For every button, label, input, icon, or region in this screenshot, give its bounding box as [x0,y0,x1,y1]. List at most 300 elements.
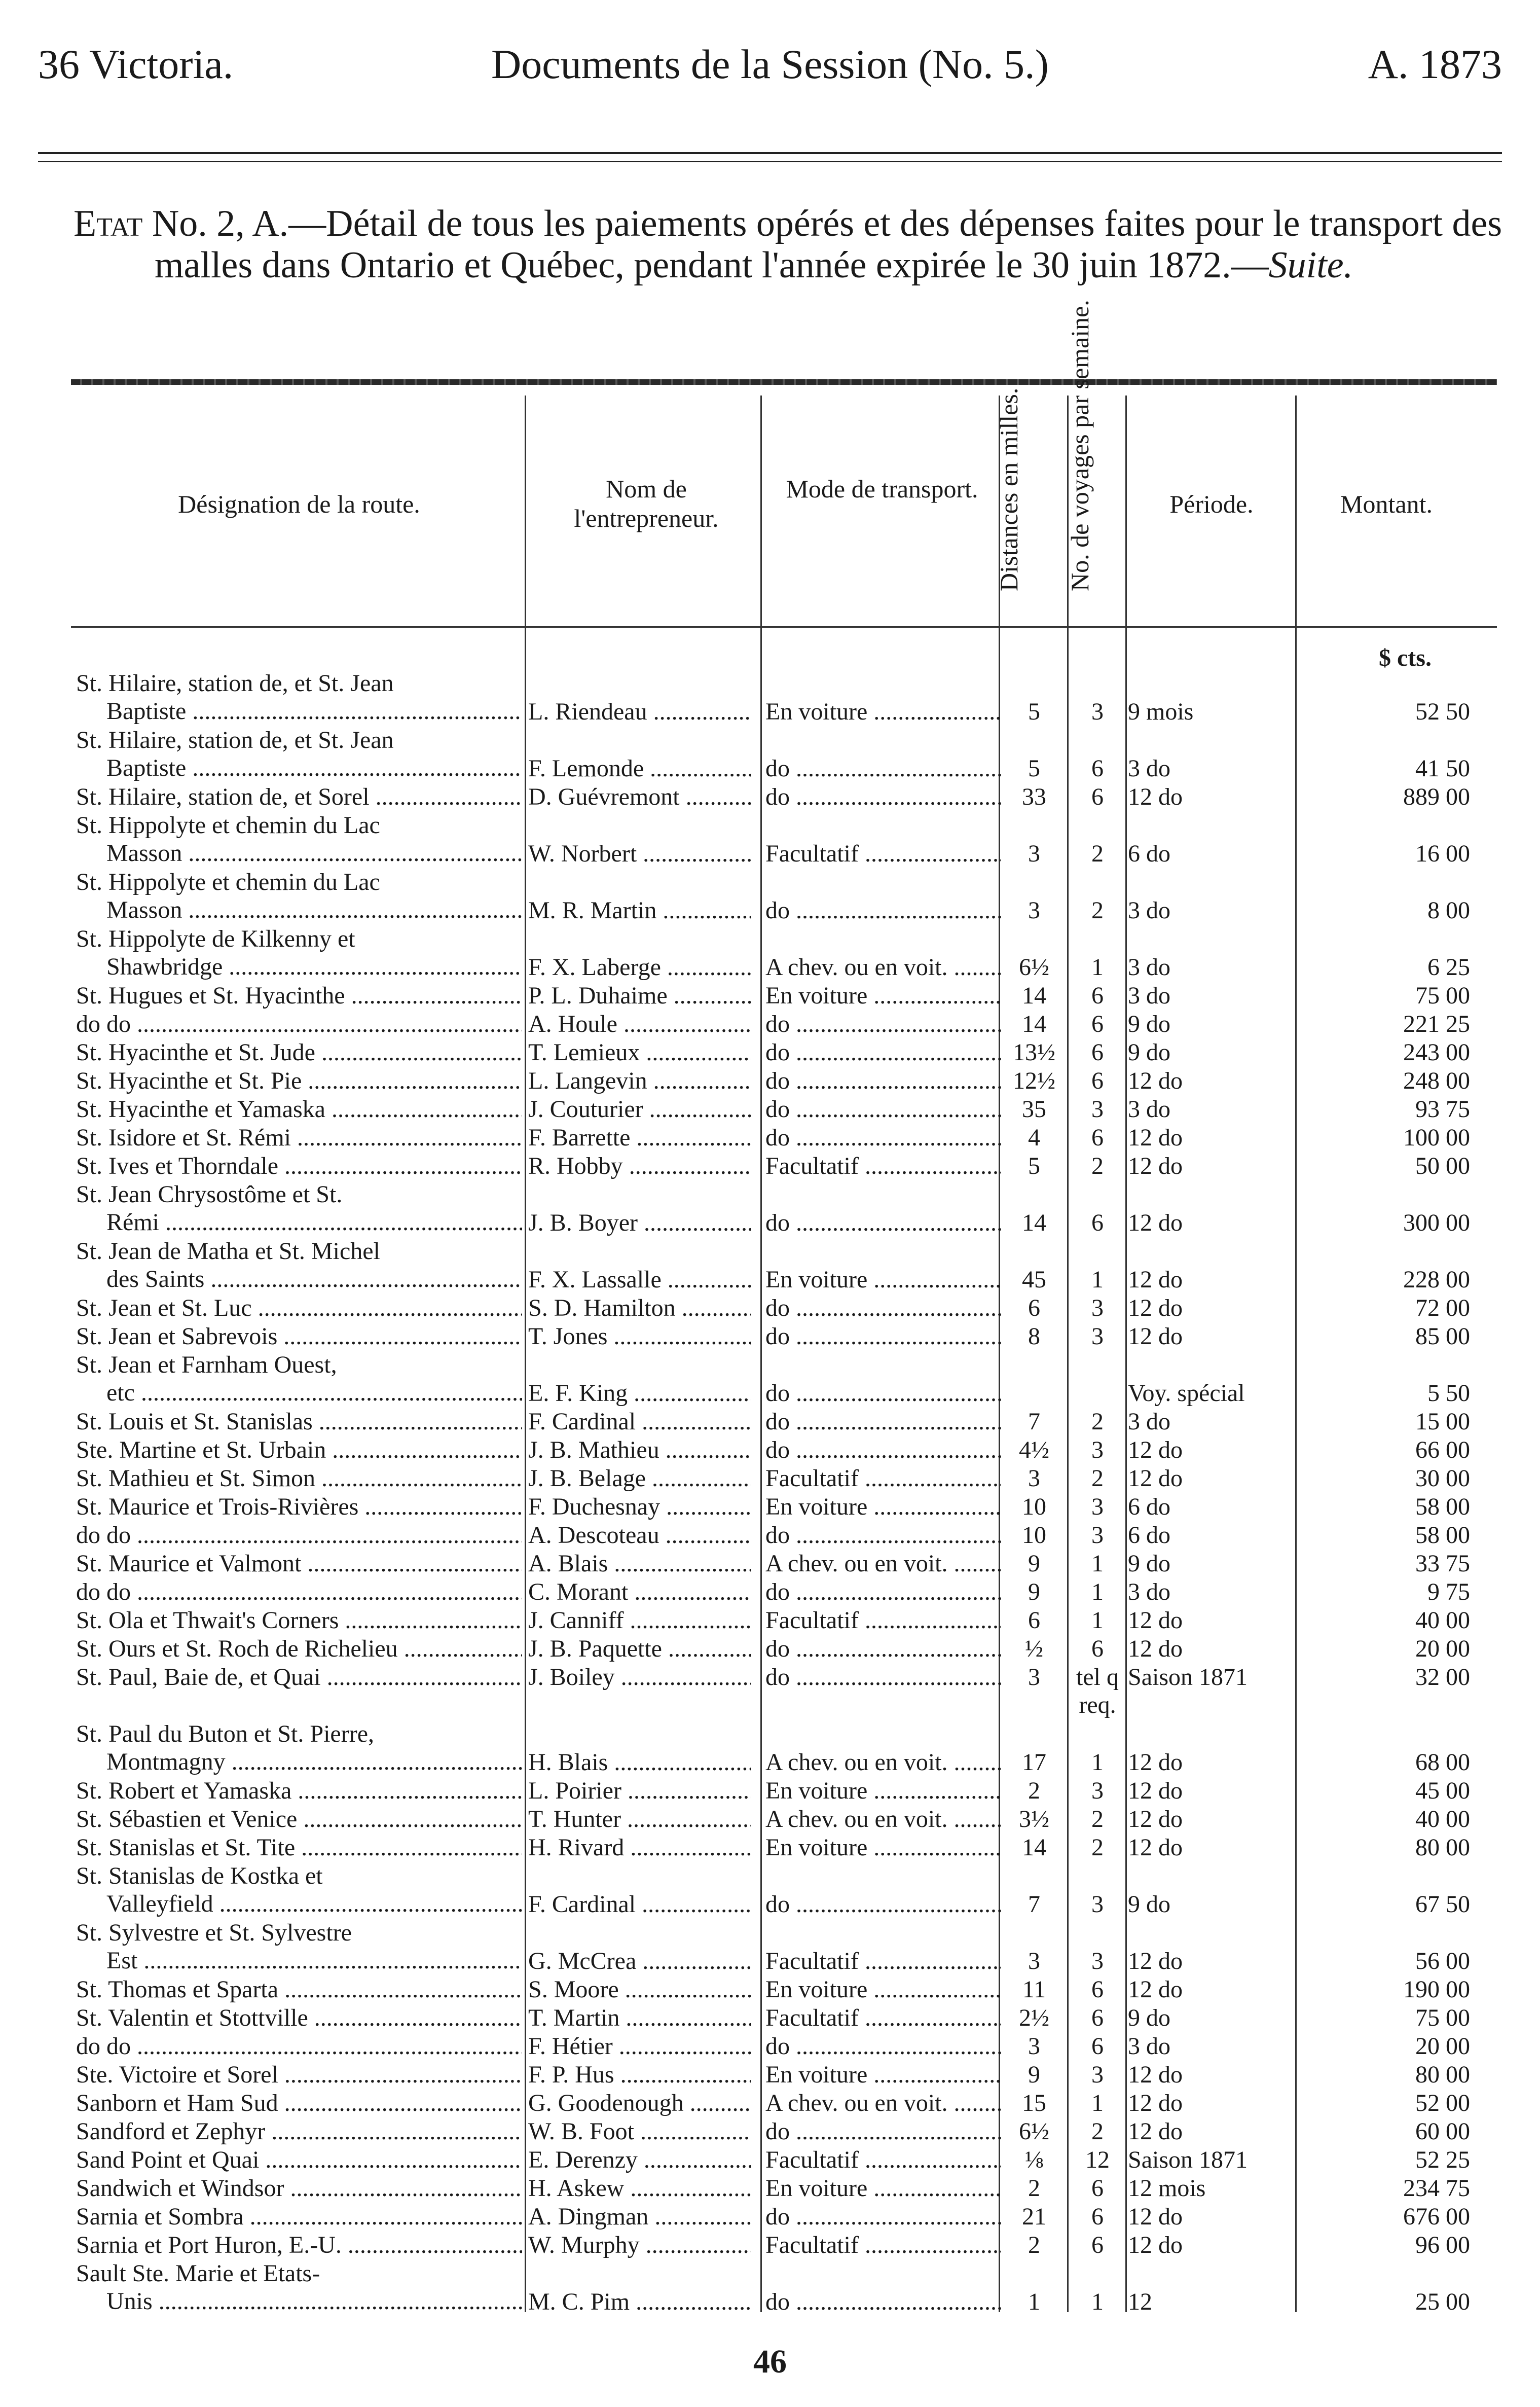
contractor-name: F. Duchesnay ..... [528,1493,751,1521]
table-row [0,2146,1540,2174]
transport-mode: A chev. ou en voit. ..... [765,1550,1001,1577]
route-line-1: St. Valentin et Stottville ..... [76,2004,522,2032]
table-row [0,1975,1540,2004]
period-value: 6 do [1128,1522,1170,1549]
voyages-value: 3 [1091,1493,1104,1520]
distance-value: 2 [1028,1777,1040,1804]
table-row [0,1067,1540,1095]
voyages-value: 2 [1091,1806,1104,1833]
table-row [0,1493,1540,1521]
transport-mode: do ..... [765,1124,1001,1152]
route-line-1: St. Jean et Sabrevois ..... [76,1322,522,1350]
period-value: Saison 1871 [1128,1664,1248,1691]
route-name [76,1038,522,1066]
voyages-value: 6 [1091,783,1104,810]
distance-value: 3 [1028,840,1040,867]
table-row [0,1351,1540,1408]
transport-mode: En voiture ..... [765,1493,1001,1521]
amount-value: 96 00 [1415,2232,1470,2258]
period-value: Saison 1871 [1128,2146,1248,2173]
route-line-1: Sandwich et Windsor ..... [76,2174,522,2202]
amount-value: 52 25 [1415,2146,1470,2173]
transport-mode: do ..... [765,755,1001,782]
amount-value: 56 00 [1415,1948,1470,1974]
route-name [76,1777,522,1805]
period-value: 12 do [1128,1436,1183,1463]
distance-value: 9 [1028,1578,1040,1605]
table-row [0,1862,1540,1919]
contractor-name: C. Morant ..... [528,1578,751,1606]
distance-value: 3 [1028,1465,1040,1492]
contractor-name: M. R. Martin ..... [528,896,751,924]
contractor-name: A. Blais ..... [528,1550,751,1577]
period-value: 12 do [1128,2061,1183,2088]
voyages-value: 3 [1091,1436,1104,1463]
distance-value: 6 [1028,1607,1040,1634]
amount-value: 9 75 [1427,1578,1470,1605]
route-line-1: St. Hilaire, station de, et Sorel ..... [76,783,522,811]
route-line-1: St. Isidore et St. Rémi ..... [76,1124,522,1152]
period-value: 12 do [1128,1607,1183,1634]
route-name [76,1919,522,1974]
route-line-1: St. Sébastien et Venice ..... [76,1805,522,1833]
voyages-value: 1 [1091,2090,1104,2116]
contractor-name: M. C. Pim ..... [528,2288,751,2316]
voyages-value: 6 [1091,982,1104,1009]
table-row [0,783,1540,811]
voyages-value: 6 [1091,2175,1104,2202]
amount-value: 75 00 [1415,982,1470,1009]
amount-value: 221 25 [1403,1011,1470,1037]
transport-mode: do ..... [765,1322,1001,1350]
period-value: 12 do [1128,1635,1183,1662]
voyages-value: 3 [1091,2061,1104,2088]
route-name [76,2146,522,2174]
voyages-value: 6 [1091,1976,1104,2003]
amount-value: 889 00 [1403,783,1470,810]
contractor-name: G. McCrea ..... [528,1947,751,1975]
route-line-1: St. Hilaire, station de, et St. Jean [76,727,394,753]
route-name [76,1067,522,1095]
title-suffix: Suite. [1268,244,1353,286]
transport-mode: Facultatif ..... [765,1464,1001,1492]
route-line-1: St. Jean et St. Luc ..... [76,1294,522,1322]
period-value: 3 do [1128,954,1170,981]
table-row [0,1237,1540,1294]
contractor-name: S. Moore ..... [528,1975,751,2003]
route-name [76,925,522,981]
distance-value: 11 [1022,1976,1046,2003]
voyages-value: 3 [1091,1891,1104,1918]
period-value: 9 do [1128,1039,1170,1066]
contractor-name: J. Couturier ..... [528,1095,751,1123]
period-value: 12 do [1128,1834,1183,1861]
title-prefix: Etat [74,203,143,244]
period-value: 12 do [1128,1465,1183,1492]
distance-value: 14 [1022,982,1046,1009]
route-name [76,982,522,1010]
distance-value: 3 [1028,897,1040,924]
title-main: No. 2, A.—Détail de tous les paiements opérés et des dépenses faites pour le transport des malles dans Ontario et Québec, pendant l'année expirée le 30 juin 1872.— [142,203,1502,286]
voyages-value: 3 [1091,1948,1104,1974]
route-name [76,1237,522,1293]
period-value: 9 do [1128,1891,1170,1918]
contractor-name: H. Rivard ..... [528,1834,751,1861]
contractor-name: S. D. Hamilton ..... [528,1294,751,1322]
route-name [76,1862,522,1918]
period-value: 9 mois [1128,698,1194,725]
period-value: 3 do [1128,982,1170,1009]
distance-value: 12½ [1013,1067,1055,1094]
amount-value: 228 00 [1403,1266,1470,1293]
distance-value: 13½ [1013,1039,1055,1066]
distance-value: 10 [1022,1493,1046,1520]
voyages-value: 1 [1091,2288,1104,2315]
table-row [0,2089,1540,2117]
period-value: 12 do [1128,1067,1183,1094]
header-documents: Documents de la Session (No. 5.) [491,41,1049,87]
route-name [76,1493,522,1521]
route-line-1: do do ..... [76,1010,522,1038]
route-name [76,1663,522,1691]
period-value: 3 do [1128,1578,1170,1605]
distance-value: 14 [1022,1834,1046,1861]
distance-value: 3 [1028,1948,1040,1974]
period-value: 12 do [1128,783,1183,810]
contractor-name: A. Descoteau ..... [528,1521,751,1549]
table-row [0,1010,1540,1038]
route-line-2: Baptiste ..... [76,754,522,782]
voyages-value: 3 [1091,1295,1104,1321]
route-name [76,1351,522,1407]
amount-value: 41 50 [1415,755,1470,782]
distance-value: 6 [1028,1295,1040,1321]
period-value: 12 do [1128,2090,1183,2116]
transport-mode: do ..... [765,1521,1001,1549]
route-name [76,669,522,725]
route-line-1: St. Hippolyte de Kilkenny et [76,925,355,952]
voyages-value: 1 [1091,954,1104,981]
amount-value: 243 00 [1403,1039,1470,1066]
table-row [0,1038,1540,1067]
amount-value: 248 00 [1403,1067,1470,1094]
contractor-name: T. Jones ..... [528,1322,751,1350]
voyages-value: 6 [1091,1039,1104,1066]
distance-value: 35 [1022,1096,1046,1123]
route-line-2: Est ..... [76,1947,522,1974]
amount-value: 52 00 [1415,2090,1470,2116]
table-row [0,1663,1540,1720]
route-line-1: Sanborn et Ham Sud ..... [76,2089,522,2117]
period-value: 3 do [1128,1096,1170,1123]
transport-mode: A chev. ou en voit. ..... [765,1805,1001,1833]
voyages-value: 6 [1091,1067,1104,1094]
transport-mode: En voiture ..... [765,1975,1001,2003]
amount-value: 80 00 [1415,2061,1470,2088]
table-row [0,1294,1540,1322]
route-line-1: St. Thomas et Sparta ..... [76,1975,522,2003]
distance-value: 9 [1028,1550,1040,1577]
route-name [76,1464,522,1492]
col-header-distance-text: Distances en milles. [995,387,1023,591]
distance-value: 4½ [1019,1436,1049,1463]
contractor-name: J. B. Boyer ..... [528,1209,751,1237]
voyages-value: 6 [1091,1124,1104,1151]
route-line-1: St. Hippolyte et chemin du Lac [76,869,380,895]
voyages-value: 3 [1091,1777,1104,1804]
distance-value: 14 [1022,1209,1046,1236]
col-header-voyages [1066,300,1094,591]
page-number: 46 [753,2343,787,2380]
amount-value: 15 00 [1415,1408,1470,1435]
transport-mode: do ..... [765,1209,1001,1237]
amount-value: 45 00 [1415,1777,1470,1804]
route-line-1: St. Stanislas de Kostka et [76,1862,323,1889]
route-line-1: St. Paul du Buton et St. Pierre, [76,1720,374,1747]
table-row [0,1606,1540,1635]
amount-value: 190 00 [1403,1976,1470,2003]
route-line-1: St. Ours et St. Roch de Richelieu ..... [76,1635,522,1663]
table-row [0,2259,1540,2316]
route-line-2: Baptiste ..... [76,697,522,725]
route-name [76,1521,522,1549]
route-name [76,1606,522,1634]
distance-value: 5 [1028,1153,1040,1179]
table-row [0,925,1540,982]
route-line-1: St. Stanislas et St. Tite ..... [76,1834,522,1861]
amount-value: 6 25 [1427,954,1470,981]
contractor-name: W. Norbert ..... [528,840,751,868]
amount-value: 40 00 [1415,1806,1470,1833]
contractor-name: F. Cardinal ..... [528,1890,751,1918]
transport-mode: do ..... [765,1095,1001,1123]
transport-mode: A chev. ou en voit. ..... [765,953,1001,981]
voyages-value: 1 [1091,1607,1104,1634]
table-row [0,982,1540,1010]
route-line-1: St. Hyacinthe et St. Jude ..... [76,1038,522,1066]
col-header-route: Désignation de la route. [178,490,420,518]
amount-value: 30 00 [1415,1465,1470,1492]
period-value: 12 do [1128,1153,1183,1179]
contractor-name: F. Lemonde ..... [528,755,751,782]
route-line-1: St. Jean et Farnham Ouest, [76,1351,337,1378]
voyages-value: 6 [1091,2033,1104,2060]
unit-label: $ cts. [1379,644,1432,671]
distance-value: 4 [1028,1124,1040,1151]
voyages-value: 3 [1091,1522,1104,1549]
distance-value: 33 [1022,783,1046,810]
contractor-name: F. X. Lassalle ..... [528,1266,751,1294]
col-header-nom: Nom de l'entrepreneur. [574,475,719,532]
contractor-name: T. Lemieux ..... [528,1038,751,1066]
contractor-name: L. Langevin ..... [528,1067,751,1095]
transport-mode: do ..... [765,2117,1001,2145]
transport-mode: En voiture ..... [765,982,1001,1010]
route-name [76,868,522,924]
distance-value: 5 [1028,755,1040,782]
transport-mode: do ..... [765,1635,1001,1663]
table-row [0,669,1540,726]
transport-mode: do ..... [765,783,1001,811]
transport-mode: En voiture ..... [765,1266,1001,1294]
transport-mode: do ..... [765,1294,1001,1322]
voyages-value: 6 [1091,2203,1104,2230]
route-line-1: Sarnia et Port Huron, E.-U. ..... [76,2231,522,2259]
amount-value: 50 00 [1415,1153,1470,1179]
distance-value: 8 [1028,1323,1040,1350]
amount-value: 676 00 [1403,2203,1470,2230]
distance-value: 14 [1022,1011,1046,1037]
transport-mode: Facultatif ..... [765,1947,1001,1975]
contractor-name: A. Houle ..... [528,1010,751,1038]
route-line-2: des Saints ..... [76,1265,522,1293]
amount-value: 5 50 [1427,1380,1470,1407]
table-row [0,2032,1540,2061]
route-name [76,1436,522,1464]
voyages-value: 6 [1091,2232,1104,2258]
route-line-1: St. Robert et Yamaska ..... [76,1777,522,1805]
period-value: 12 [1128,2288,1152,2315]
transport-mode: do ..... [765,2032,1001,2060]
period-value: 12 do [1128,1777,1183,1804]
transport-mode: En voiture ..... [765,1777,1001,1805]
table-row [0,1322,1540,1351]
distance-value: 9 [1028,2061,1040,2088]
table-row [0,1464,1540,1493]
amount-value: 25 00 [1415,2288,1470,2315]
route-line-1: Sandford et Zephyr ..... [76,2117,522,2145]
transport-mode: Facultatif ..... [765,1606,1001,1634]
route-name [76,1834,522,1861]
period-value: 3 do [1128,1408,1170,1435]
voyages-value: 2 [1091,1465,1104,1492]
col-header-periode: Période. [1169,490,1254,518]
distance-value: 7 [1028,1891,1040,1918]
table-row [0,1550,1540,1578]
table-row [0,1152,1540,1180]
table-row [0,1436,1540,1464]
transport-mode: do ..... [765,896,1001,924]
route-name [76,1550,522,1577]
table-row [0,1124,1540,1152]
transport-mode: do ..... [765,1663,1001,1691]
amount-value: 20 00 [1415,2033,1470,2060]
period-value: 12 do [1128,1948,1183,1974]
period-value: 6 do [1128,840,1170,867]
distance-value: 5 [1028,698,1040,725]
period-value: 12 do [1128,2118,1183,2145]
distance-value: 15 [1022,2090,1046,2116]
distance-value: 1 [1028,2288,1040,2315]
table-row [0,1834,1540,1862]
contractor-name: T. Martin ..... [528,2004,751,2032]
route-name [76,1635,522,1663]
contractor-name: H. Blais ..... [528,1748,751,1776]
amount-value: 300 00 [1403,1209,1470,1236]
voyages-value: 2 [1091,1153,1104,1179]
route-name [76,2004,522,2032]
period-value: 12 do [1128,2203,1183,2230]
voyages-value: 3 [1091,1323,1104,1350]
route-line-1: St. Hilaire, station de, et St. Jean [76,670,394,697]
contractor-name: J. Canniff ..... [528,1606,751,1634]
table-row [0,726,1540,783]
amount-value: 234 75 [1403,2175,1470,2202]
amount-value: 40 00 [1415,1607,1470,1634]
amount-value: 93 75 [1415,1096,1470,1123]
route-name [76,2231,522,2259]
contractor-name: F. P. Hus ..... [528,2061,751,2089]
contractor-name: D. Guévremont ..... [528,783,751,811]
contractor-name: H. Askew ..... [528,2174,751,2202]
header-year: A. 1873 [1368,41,1502,87]
header-session: 36 Victoria. [38,41,234,87]
transport-mode: do ..... [765,1067,1001,1095]
table-row [0,1805,1540,1834]
amount-value: 32 00 [1415,1664,1470,1691]
transport-mode: Facultatif ..... [765,2004,1001,2032]
route-name [76,2174,522,2202]
route-line-1: do do ..... [76,2032,522,2060]
voyages-value: 2 [1091,897,1104,924]
amount-value: 80 00 [1415,1834,1470,1861]
table-top-rule [71,379,1497,385]
route-name [76,1152,522,1180]
contractor-name: A. Dingman ..... [528,2203,751,2231]
transport-mode: do ..... [765,2288,1001,2316]
route-name [76,2259,522,2315]
voyages-value: 2 [1091,1408,1104,1435]
contractor-name: J. B. Paquette ..... [528,1635,751,1663]
route-line-1: Ste. Victoire et Sorel ..... [76,2061,522,2089]
period-value: 12 do [1128,1749,1183,1776]
distance-value: 17 [1022,1749,1046,1776]
period-value: 12 do [1128,1976,1183,2003]
contractor-name: L. Poirier ..... [528,1777,751,1805]
route-name [76,2203,522,2231]
distance-value: 6½ [1019,2118,1049,2145]
contractor-name: E. Derenzy ..... [528,2146,751,2174]
route-line-1: Sarnia et Sombra ..... [76,2203,522,2231]
route-line-2: Shawbridge ..... [76,953,522,981]
route-name [76,1720,522,1776]
amount-value: 8 00 [1427,897,1470,924]
route-name [76,1294,522,1322]
table-row [0,2117,1540,2146]
col-header-distance [996,388,1022,591]
table-row [0,1578,1540,1606]
route-name [76,2089,522,2117]
distance-value: 2½ [1019,2004,1049,2031]
transport-mode: do ..... [765,2203,1001,2231]
route-line-2: Rémi ..... [76,1208,522,1236]
voyages-value: 2 [1091,2118,1104,2145]
transport-mode: Facultatif ..... [765,1152,1001,1180]
contractor-name: J. B. Belage ..... [528,1464,751,1492]
transport-mode: do ..... [765,1578,1001,1606]
route-line-1: St. Maurice et Trois-Rivières ..... [76,1493,522,1521]
table-row [0,1919,1540,1975]
table-row [0,2231,1540,2259]
route-line-1: St. Jean Chrysostôme et St. [76,1181,343,1208]
period-value: 12 do [1128,1323,1183,1350]
period-value: Voy. spécial [1128,1380,1245,1407]
voyages-value: 3 [1091,698,1104,725]
route-name [76,1975,522,2003]
voyages-value: 6 [1091,1209,1104,1236]
route-line-2: Unis ..... [76,2287,522,2315]
table-row [0,1777,1540,1805]
